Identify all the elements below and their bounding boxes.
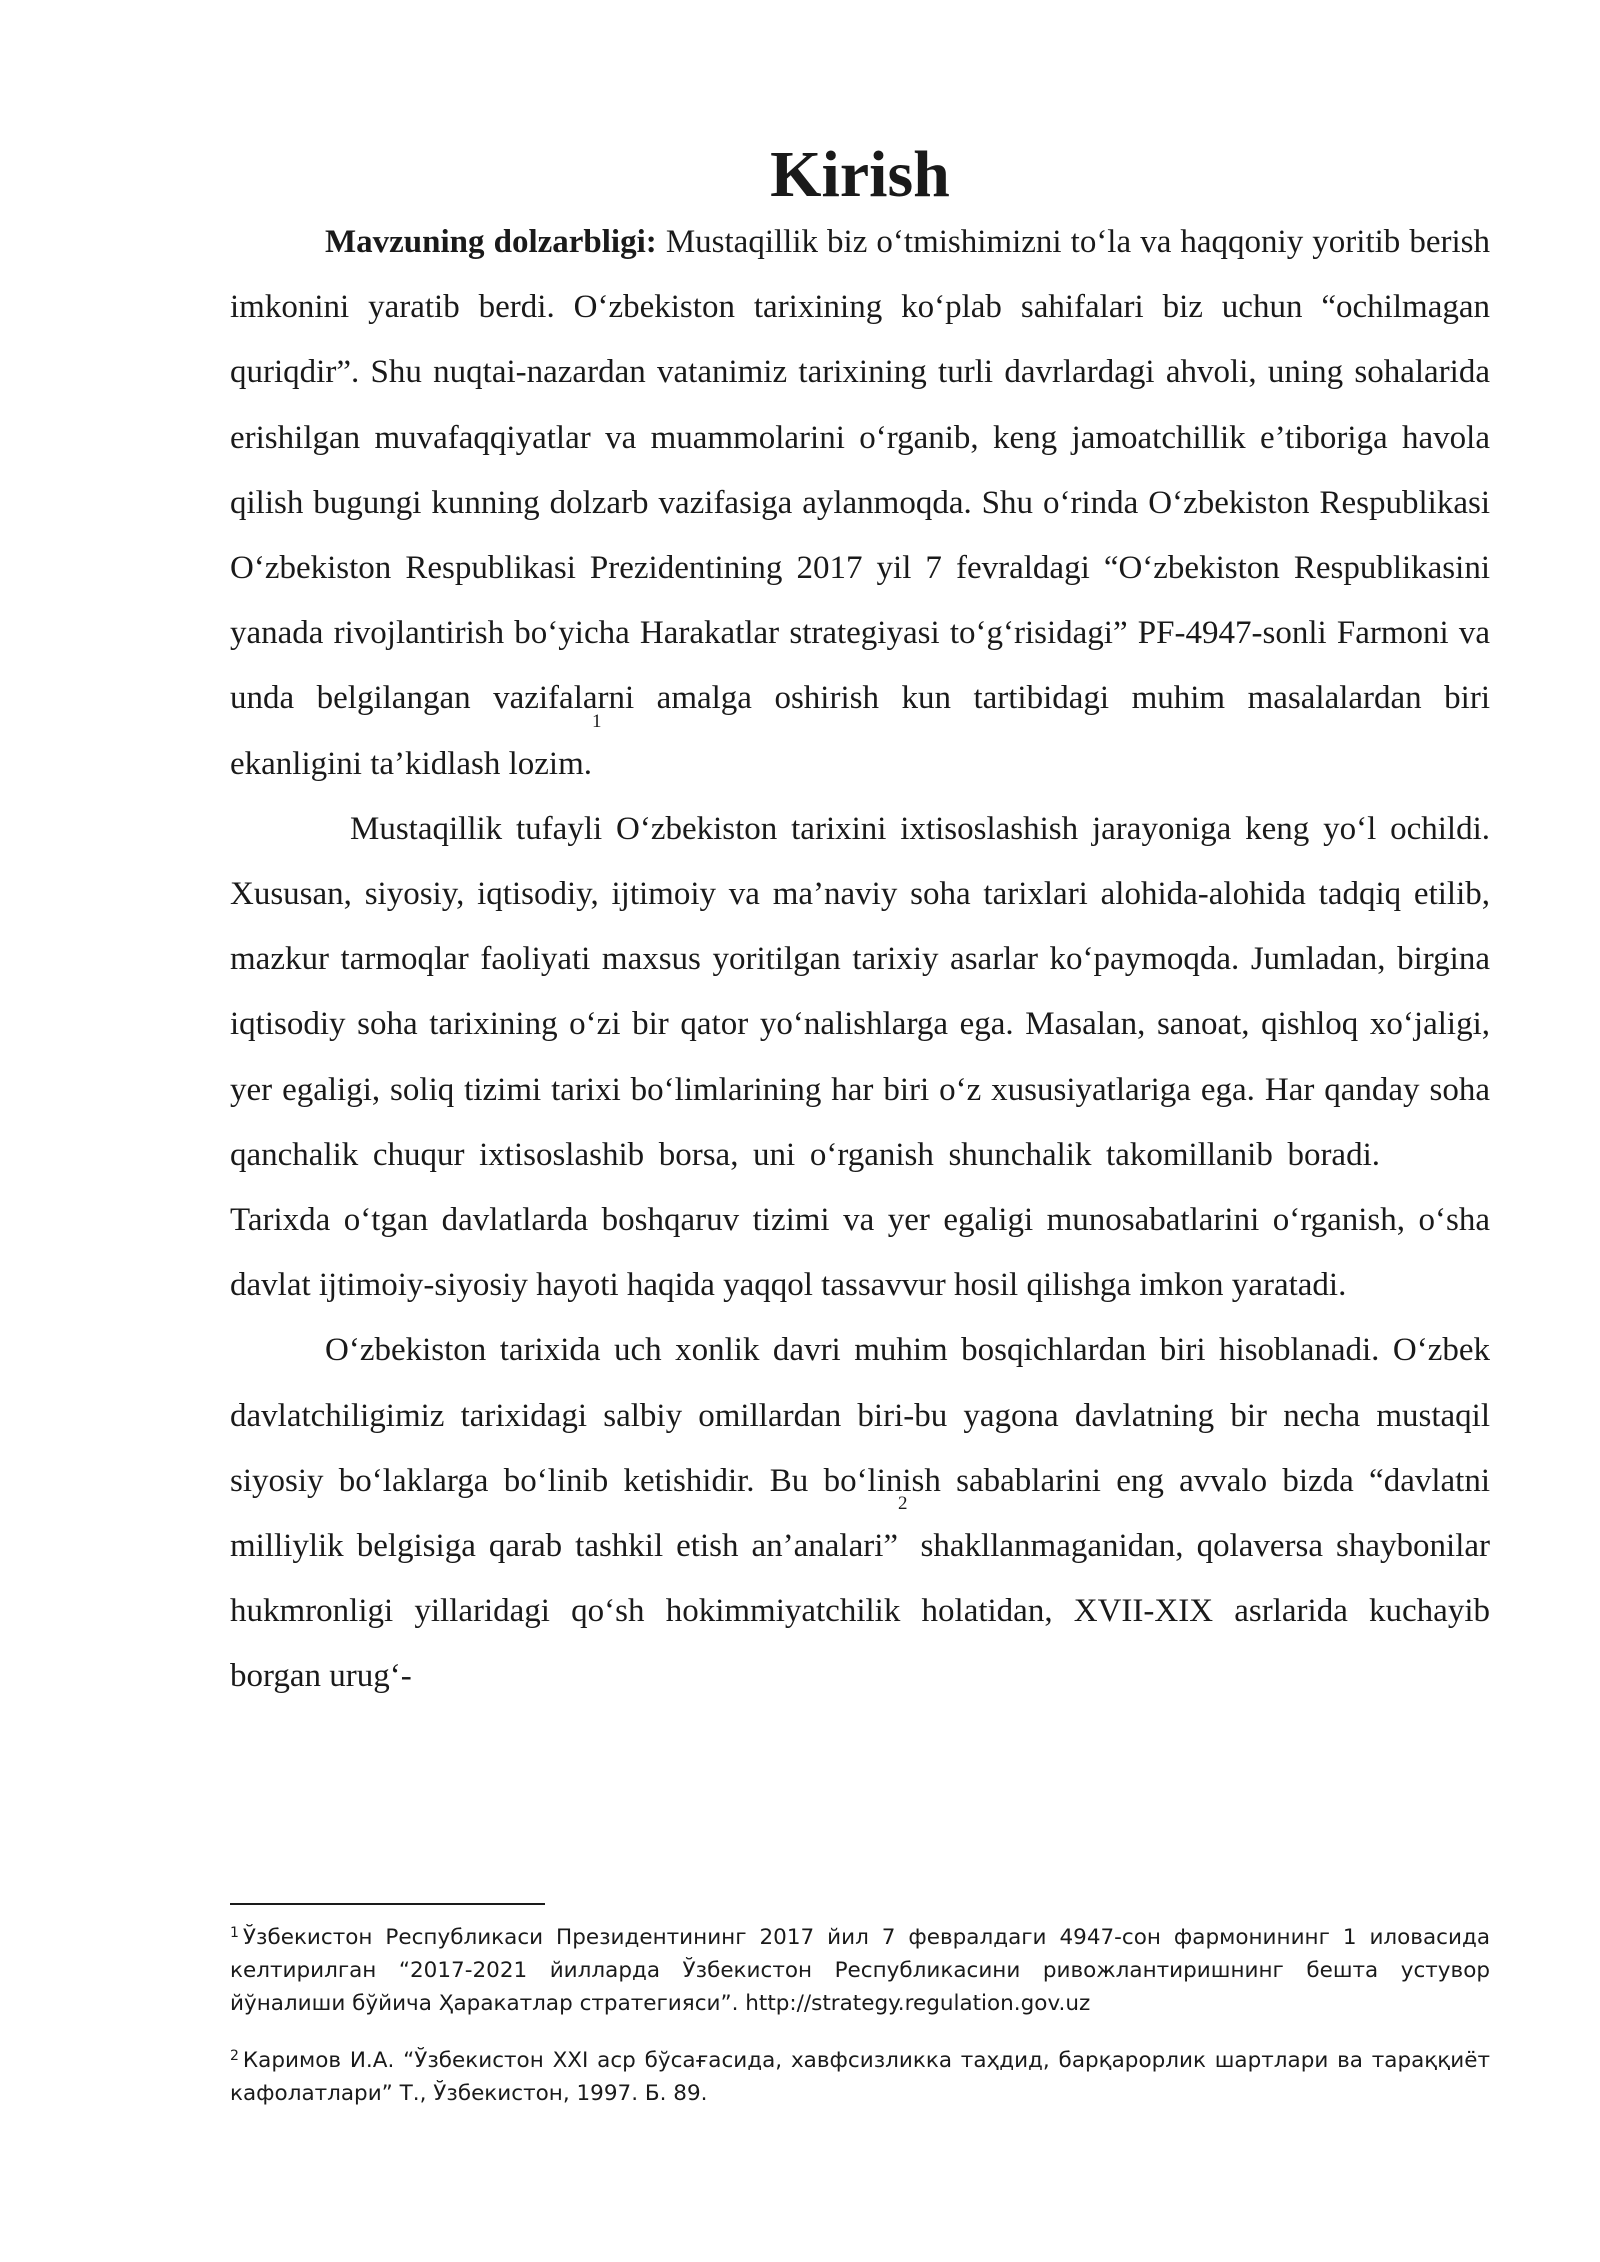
footnote-text: Ўзбекистон Республикаси Президентининг 2017 йил 7 февралдаги 4947-сон фармонининг 1 иловасида келтирилган “2017-2021 йилларда Ўзбекистон Республикасини ривожлантиришнинг бешта устувор йўналиши бўйича Ҳаракатлар стратегияси”. http://strategy.regulation.gov.uz [230, 1925, 1490, 2016]
document-body [230, 138, 1490, 1710]
paragraph-text-continued: Tarixda o‘tgan davlatlarda boshqaruv tizimi va yer egaligi munosabatlarini o‘rganish, o‘sha davlat ijtimoiy-siyosiy hayoti haqida yaqqol tassavvur hosil qilishga imkon yaratadi. [230, 1202, 1490, 1304]
footnote-number: 1 [230, 1925, 239, 1941]
paragraph-khanates [230, 1318, 1490, 1709]
paragraph-text: O‘zbekiston tarixida uch xonlik davri muhim bosqichlardan biri hisoblanadi. O‘zbek davlatchiligimiz tarixidagi salbiy omillardan biri-bu yagona davlatning bir necha mustaqil siyosiy bo‘laklarga bo‘linib ketishidir. Bu bo‘linish sabablarini eng avvalo bizda “davlatni milliylik belgisiga qarab tashkil etish an’analari” [230, 1332, 1490, 1565]
footnote-1 [230, 1921, 1490, 2020]
page-title: Kirish [770, 138, 950, 211]
footnote-2 [230, 2044, 1490, 2110]
paragraph-lead: Mavzuning dolzarbligi: [325, 224, 657, 260]
footnote-number: 2 [230, 2048, 239, 2064]
footnotes-section [230, 1903, 1490, 2134]
paragraph-relevance [230, 210, 1490, 797]
paragraph-independence [230, 797, 1490, 1319]
footnote-ref-1[interactable]: 1 [592, 710, 602, 732]
footnote-ref-2[interactable]: 2 [898, 1493, 908, 1515]
paragraph-text: Mustaqillik tufayli O‘zbekiston tarixini ixtisoslashish jarayoniga keng yo‘l ochildi. Xususan, siyosiy, iqtisodiy, ijtimoiy va ma’naviy soha tarixlari alohida-alohida tadqiq etilib, mazkur tarmoqlar faoliyati maxsus yoritilgan tarixiy asarlar ko‘paymoqda. Jumladan, birgina iqtisodiy soha tarixining o‘zi bir qator yo‘nalishlarga ega. Masalan, sanoat, qishloq xo‘jaligi, yer egaligi, soliq tizimi tarixi bo‘limlarining har biri o‘z xususiyatlariga ega. Har qanday soha qanchalik chuqur ixtisoslashib borsa, uni o‘rganish shunchalik takomillanib boradi. [230, 810, 1490, 1173]
footnote-text: Каримов И.А. “Ўзбекистон XXI аср бўсағасида, хавфсизликка таҳдид, барқарорлик шартлари ва тараққиёт кафолатлари” Т., Ўзбекистон, 1997. Б. 89. [230, 2048, 1490, 2106]
paragraph-text: Mustaqillik biz o‘tmishimizni to‘la va haqqoniy yoritib berish imkonini yaratib berdi. O‘zbekiston tarixining ko‘plab sahifalari biz uchun “ochilmagan quriqdir”. Shu nuqtai-nazardan vatanimiz tarixining turli davrlardagi ahvoli, uning sohalarida erishilgan muvafaqqiyatlar va muammolarini o‘rganib, keng jamoatchillik e’tiboriga havola qilish bugungi kunning dolzarb vazifasiga aylanmoqda. Shu o‘rinda O‘zbekiston Respublikasi O‘zbekiston Respublikasi Prezidentining 2017 yil 7 fevraldagi “O‘zbekiston Respublikasini yanada rivojlantirish bo‘yicha Harakatlar strategiyasi to‘g‘risidagi” PF-4947-sonli Farmoni va unda belgilangan vazifalarni amalga oshirish kun tartibidagi muhim masalalardan biri ekanligini ta’kidlash lozim. [230, 224, 1490, 782]
footnote-separator [230, 1903, 545, 1905]
paragraph-text-after: shakllanmaganidan, qolaversa shaybonilar hukmronligi yillaridagi qo‘sh hokimmiyatchilik holatidan, XVII-XIX asrlarida kuchayib borgan urug‘- [230, 1528, 1490, 1695]
